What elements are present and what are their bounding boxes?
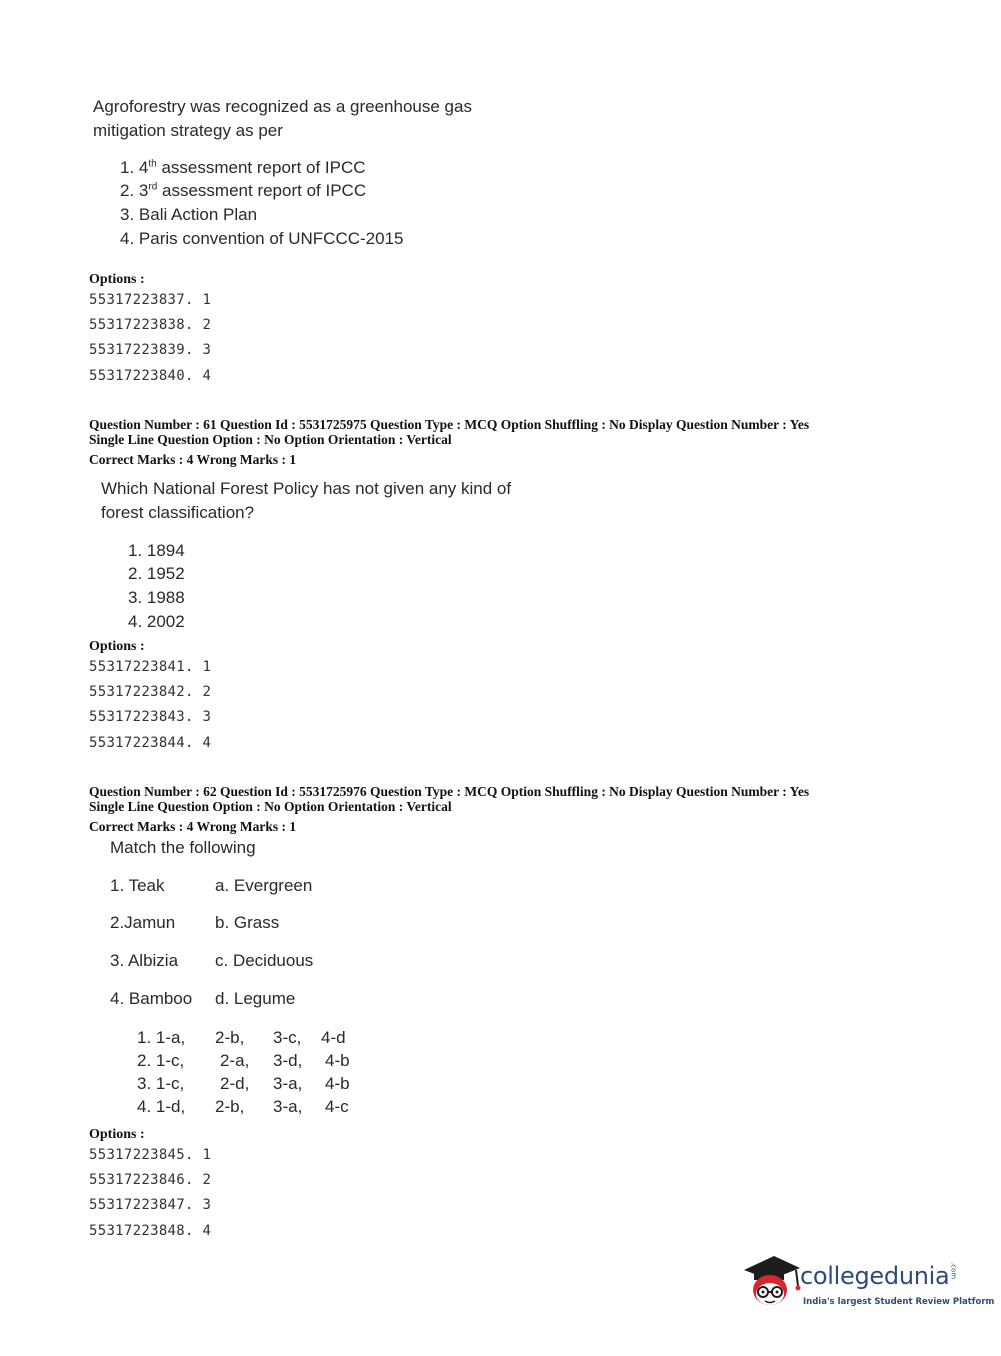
match-right-4: d. Legume [215, 989, 296, 1008]
q61-options-label: Options : [89, 639, 145, 654]
q62-option-1: 55317223845. 1 [89, 1147, 212, 1163]
q62-option-3: 55317223847. 3 [89, 1197, 212, 1213]
answer-2-col3: 3-d, [273, 1051, 303, 1070]
q60-choice-3: 3. Bali Action Plan [120, 205, 258, 224]
q61-meta-line1: Question Number : 61 Question Id : 5531725975 Question Type : MCQ Option Shuffling : No Display Question Number : Yes [89, 417, 810, 432]
answer-1-col4: 4-d [321, 1028, 346, 1047]
match-right-3: c. Deciduous [215, 951, 314, 970]
answer-2-col2: 2-a, [220, 1051, 250, 1070]
q60-option-1: 55317223837. 1 [89, 292, 212, 308]
q61-option-1: 55317223841. 1 [89, 659, 212, 675]
q61-option-4: 55317223844. 4 [89, 735, 212, 751]
brand-wordmark [800, 1262, 957, 1290]
q61-meta-line2: Single Line Question Option : No Option Orientation : Vertical [89, 432, 452, 447]
q62-question: Match the following [110, 838, 256, 857]
q60-question-line1: Agroforestry was recognized as a greenhouse gas [93, 97, 472, 116]
match-right-1: a. Evergreen [215, 876, 313, 895]
q60-choice-2: 2. 3rd assessment report of IPCC [120, 181, 367, 200]
q61-choice-1: 1. 1894 [128, 541, 185, 560]
mascot-logo-icon [740, 1248, 804, 1312]
answer-1-col2: 2-b, [215, 1028, 245, 1047]
q60-option-2: 55317223838. 2 [89, 317, 212, 333]
q62-meta-line2: Single Line Question Option : No Option Orientation : Vertical [89, 799, 452, 814]
answer-3-col4: 4-b [325, 1074, 350, 1093]
q60-choice-4: 4. Paris convention of UNFCCC-2015 [120, 229, 404, 248]
q60-option-4: 55317223840. 4 [89, 368, 212, 384]
match-left-4: 4. Bamboo [110, 989, 193, 1008]
q61-choice-2: 2. 1952 [128, 564, 185, 583]
match-left-2: 2.Jamun [110, 913, 176, 932]
answer-4-col3: 3-a, [273, 1097, 303, 1116]
q60-options-label: Options : [89, 272, 145, 287]
answer-1-col3: 3-c, [273, 1028, 302, 1047]
match-left-1: 1. Teak [110, 876, 165, 895]
answer-3-col1: 3. 1-c, [137, 1074, 185, 1093]
brand-name: collegedunia [800, 1262, 950, 1290]
q61-choice-4: 4. 2002 [128, 612, 185, 631]
answer-4-col1: 4. 1-d, [137, 1097, 186, 1116]
q61-meta-line3: Correct Marks : 4 Wrong Marks : 1 [89, 452, 297, 467]
q62-options-label: Options : [89, 1127, 145, 1142]
brand-tagline: India's largest Student Review Platform [803, 1297, 995, 1307]
q62-meta-line1: Question Number : 62 Question Id : 5531725976 Question Type : MCQ Option Shuffling : No Display Question Number : Yes [89, 784, 810, 799]
q61-choice-3: 3. 1988 [128, 588, 185, 607]
q61-question-line1: Which National Forest Policy has not given any kind of [101, 479, 512, 498]
match-left-3: 3. Albizia [110, 951, 179, 970]
answer-4-col4: 4-c [325, 1097, 349, 1116]
brand-suffix: .com [949, 1262, 958, 1280]
q61-option-2: 55317223842. 2 [89, 684, 212, 700]
answer-3-col2: 2-d, [220, 1074, 250, 1093]
q60-choice-1: 1. 4th assessment report of IPCC [120, 158, 366, 177]
q62-option-2: 55317223846. 2 [89, 1172, 212, 1188]
q62-option-4: 55317223848. 4 [89, 1223, 212, 1239]
q62-meta-line3: Correct Marks : 4 Wrong Marks : 1 [89, 819, 297, 834]
answer-2-col4: 4-b [325, 1051, 350, 1070]
answer-4-col2: 2-b, [215, 1097, 245, 1116]
answer-2-col1: 2. 1-c, [137, 1051, 185, 1070]
q61-option-3: 55317223843. 3 [89, 709, 212, 725]
q60-question-line2: mitigation strategy as per [93, 121, 283, 140]
answer-3-col3: 3-a, [273, 1074, 303, 1093]
q60-option-3: 55317223839. 3 [89, 342, 212, 358]
match-right-2: b. Grass [215, 913, 280, 932]
q61-question-line2: forest classification? [101, 503, 255, 522]
answer-1-col1: 1. 1-a, [137, 1028, 186, 1047]
